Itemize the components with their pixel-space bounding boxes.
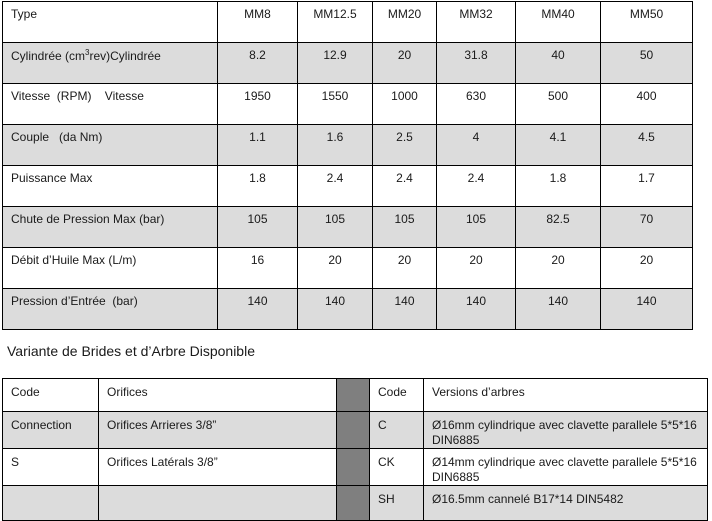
variants-caption: Variante de Brides et d’Arbre Disponible (7, 343, 255, 359)
spec-cell: 2.4 (373, 166, 437, 207)
spec-cell: 1950 (218, 84, 298, 125)
spec-cell: 20 (373, 248, 437, 289)
spec-cell: 140 (601, 289, 693, 330)
variants-header-versions: Versions d’arbres (424, 379, 708, 412)
variants-row (3, 486, 708, 521)
spec-label-couple: Couple (da Nm) (3, 125, 218, 166)
spec-label-debit: Débit d’Huile Max (L/m) (3, 248, 218, 289)
spec-cell: 1.8 (218, 166, 298, 207)
spec-cell: 140 (373, 289, 437, 330)
spec-cell: 630 (437, 84, 516, 125)
spec-cell: 20 (298, 248, 373, 289)
spec-cell: 16 (218, 248, 298, 289)
spec-header-type: Type (3, 2, 218, 43)
spec-row-chute-pression (3, 207, 693, 248)
variants-header-code2: Code (370, 379, 424, 412)
spec-row-cylindree (3, 43, 693, 84)
spec-header-mm32: MM32 (437, 2, 516, 43)
variants-code: S (3, 449, 99, 486)
variants-code2: CK (370, 449, 424, 486)
spec-cell: 105 (437, 207, 516, 248)
spec-header-mm12-5: MM12.5 (298, 2, 373, 43)
spec-cell: 105 (218, 207, 298, 248)
spec-label-puissance: Puissance Max (3, 166, 218, 207)
spec-cell: 31.8 (437, 43, 516, 84)
variants-code: Connection (3, 412, 99, 449)
variants-table (2, 378, 708, 521)
spec-header-mm50: MM50 (601, 2, 693, 43)
spec-cell: 1000 (373, 84, 437, 125)
spec-cell: 140 (516, 289, 601, 330)
spec-label-chute-pression: Chute de Pression Max (bar) (3, 207, 218, 248)
spec-cell: 8.2 (218, 43, 298, 84)
spec-cell: 105 (373, 207, 437, 248)
variants-orifices: Orifices Arrieres 3/8” (99, 412, 337, 449)
spec-cell: 20 (516, 248, 601, 289)
spec-header-mm40: MM40 (516, 2, 601, 43)
variants-header-code: Code (3, 379, 99, 412)
column-separator (337, 412, 370, 449)
spec-cell: 4 (437, 125, 516, 166)
spec-header-mm20: MM20 (373, 2, 437, 43)
variants-header-row (3, 379, 708, 412)
variants-versions: Ø14mm cylindrique avec clavette parallele 5*5*16 DIN6885 (424, 449, 708, 486)
spec-cell: 1.6 (298, 125, 373, 166)
variants-orifices: Orifices Latérals 3/8” (99, 449, 337, 486)
spec-header-row (3, 2, 693, 43)
specifications-table (2, 1, 693, 330)
spec-row-puissance (3, 166, 693, 207)
spec-cell: 2.4 (437, 166, 516, 207)
spec-cell: 140 (218, 289, 298, 330)
spec-label-cylindree: Cylindrée $(cm^3rev)Cylindrée$ (3, 43, 218, 84)
variants-code2: C (370, 412, 424, 449)
spec-header-mm8: MM8 (218, 2, 298, 43)
spec-row-couple (3, 125, 693, 166)
spec-row-debit (3, 248, 693, 289)
spec-cell: 70 (601, 207, 693, 248)
spec-cell: 1550 (298, 84, 373, 125)
spec-cell: 40 (516, 43, 601, 84)
spec-cell: 20 (437, 248, 516, 289)
spec-cell: 4.5 (601, 125, 693, 166)
spec-label-vitesse: Vitesse (RPM) Vitesse (3, 84, 218, 125)
spec-cell: 1.7 (601, 166, 693, 207)
variants-code2: SH (370, 486, 424, 521)
column-separator (337, 379, 370, 412)
variants-orifices (99, 486, 337, 521)
variants-versions: Ø16mm cylindrique avec clavette parallele 5*5*16 DIN6885 (424, 412, 708, 449)
spec-cell: 500 (516, 84, 601, 125)
variants-header-orifices: Orifices (99, 379, 337, 412)
spec-cell: 1.1 (218, 125, 298, 166)
spec-cell: 4.1 (516, 125, 601, 166)
spec-cell: 2.5 (373, 125, 437, 166)
spec-row-vitesse (3, 84, 693, 125)
variants-code (3, 486, 99, 521)
variants-row (3, 412, 708, 449)
column-separator (337, 486, 370, 521)
spec-cell: 82.5 (516, 207, 601, 248)
spec-cell: 1.8 (516, 166, 601, 207)
spec-cell: 140 (298, 289, 373, 330)
spec-cell: 20 (373, 43, 437, 84)
spec-cell: 20 (601, 248, 693, 289)
spec-cell: 400 (601, 84, 693, 125)
variants-row (3, 449, 708, 486)
spec-cell: 12.9 (298, 43, 373, 84)
variants-versions: Ø16.5mm cannelé B17*14 DIN5482 (424, 486, 708, 521)
spec-cell: 105 (298, 207, 373, 248)
spec-cell: 140 (437, 289, 516, 330)
spec-row-pression-entree (3, 289, 693, 330)
spec-cell: 2.4 (298, 166, 373, 207)
spec-cell: 50 (601, 43, 693, 84)
column-separator (337, 449, 370, 486)
spec-label-pression-entree: Pression d’Entrée (bar) (3, 289, 218, 330)
